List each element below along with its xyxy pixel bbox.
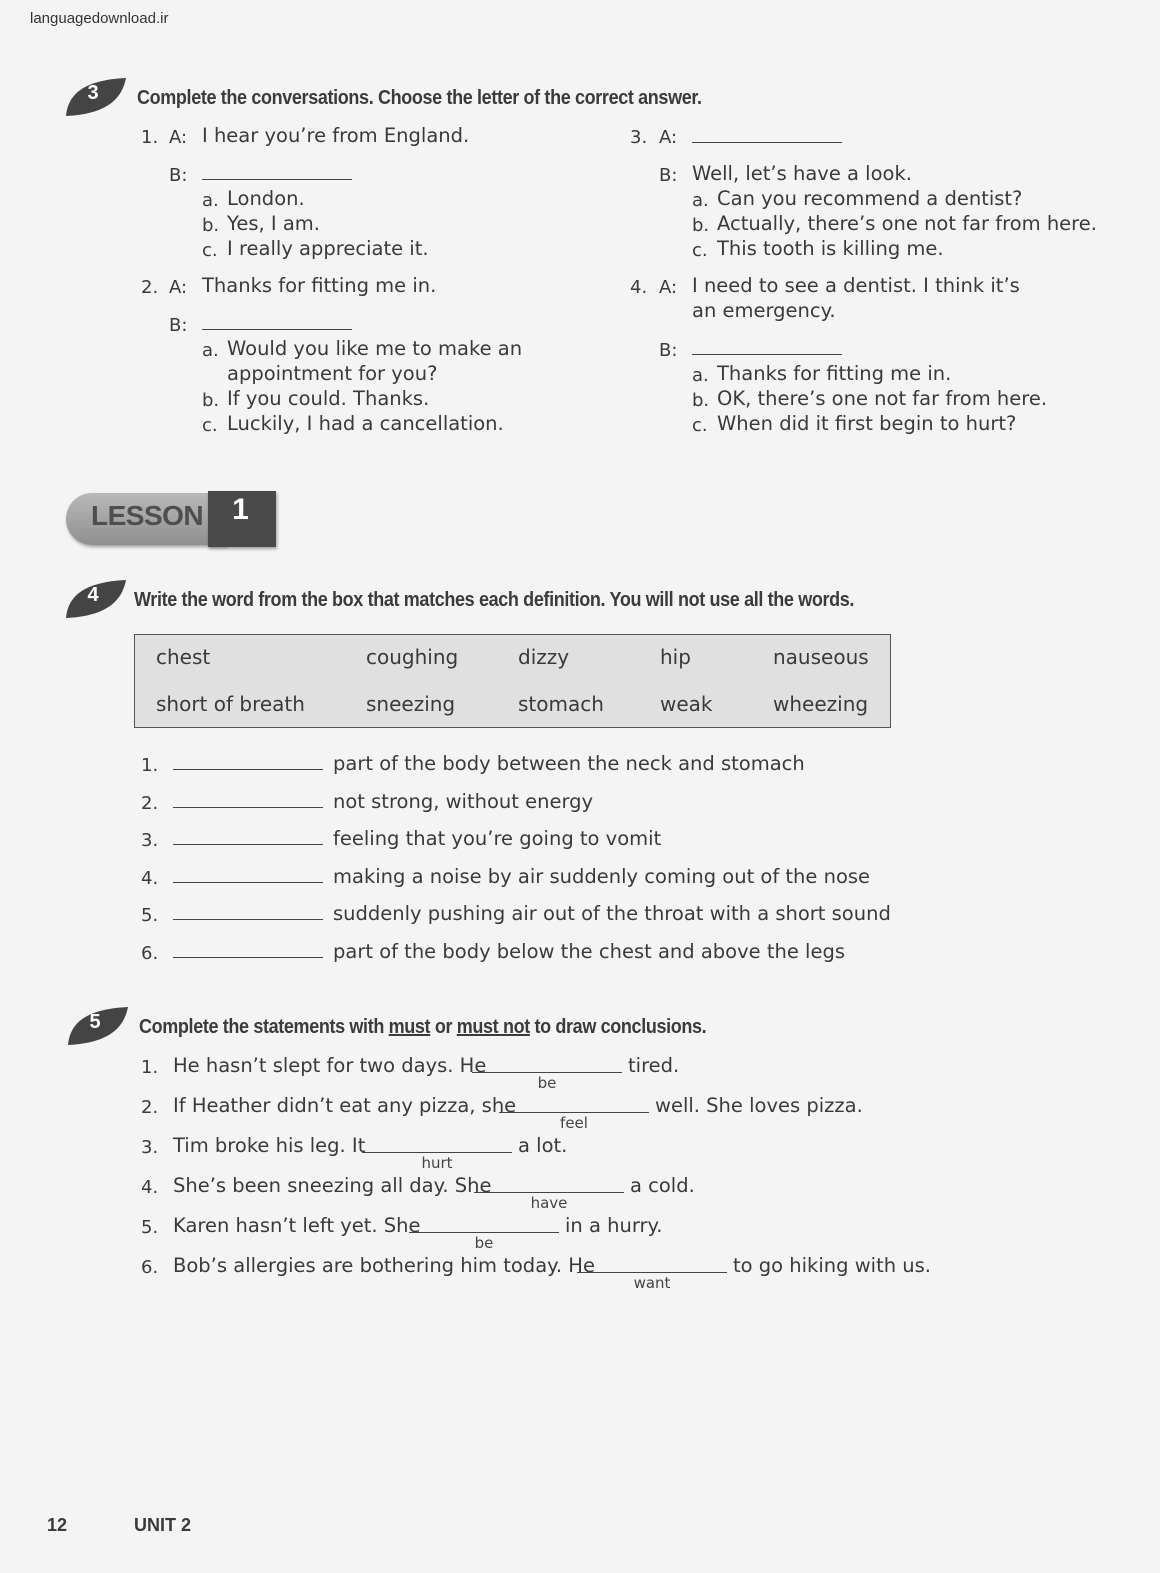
statement-text-after: tired. <box>628 1054 680 1077</box>
option-letter: c. <box>692 415 708 436</box>
item-number: 1. <box>141 755 159 776</box>
keyword-must: must <box>388 1016 431 1038</box>
option-text: Yes, I am. <box>227 212 320 235</box>
instruction-text: or <box>430 1016 457 1038</box>
item-number: 4. <box>141 868 159 889</box>
verb-hint: hurt <box>421 1154 453 1172</box>
answer-blank[interactable] <box>173 902 323 920</box>
option-letter: b. <box>202 215 220 236</box>
answer-blank[interactable] <box>173 865 323 883</box>
definition-text: not strong, without energy <box>333 790 594 813</box>
answer-blank[interactable] <box>692 125 842 143</box>
option-letter: a. <box>692 190 709 211</box>
word-box-item: sneezing <box>366 692 456 716</box>
item-number: 3. <box>630 127 648 148</box>
item-number: 5. <box>141 905 159 926</box>
statement-text: If Heather didn’t eat any pizza, she <box>173 1094 517 1117</box>
statement-text-after: a lot. <box>518 1134 568 1157</box>
option-letter: a. <box>202 340 219 361</box>
unit-label: UNIT 2 <box>134 1515 192 1535</box>
option-letter: a. <box>692 365 709 386</box>
option-text: If you could. Thanks. <box>227 387 430 410</box>
speaker-a-line: Thanks for fitting me in. <box>202 274 437 297</box>
keyword-must-not: must not <box>456 1016 530 1038</box>
lesson-label: LESSON <box>91 500 204 531</box>
item-number: 5. <box>141 1217 159 1238</box>
statement-text: Bob’s allergies are bothering him today. He <box>173 1254 595 1277</box>
definition-text: suddenly pushing air out of the throat with a short sound <box>333 902 891 925</box>
section-4-instruction: Write the word from the box that matches each definition. You will not use all the words. <box>134 589 855 611</box>
word-box-item: short of breath <box>156 692 305 716</box>
option-text: Thanks for fitting me in. <box>717 362 952 385</box>
verb-hint: be <box>474 1234 494 1252</box>
item-number: 3. <box>141 1137 159 1158</box>
section-3-badge <box>62 76 124 116</box>
definition-text: making a noise by air suddenly coming out of the nose <box>333 865 871 888</box>
word-box-item: weak <box>660 692 713 716</box>
section-3-instruction: Complete the conversations. Choose the letter of the correct answer. <box>137 87 702 109</box>
option-letter: b. <box>202 390 220 411</box>
option-text: London. <box>227 187 305 210</box>
section-5-badge <box>64 1005 126 1045</box>
word-box-item: nauseous <box>773 645 869 669</box>
speaker-a-label: A: <box>659 277 678 298</box>
section-number: 5 <box>89 1011 101 1033</box>
word-box-item: wheezing <box>773 692 869 716</box>
option-letter: b. <box>692 215 710 236</box>
statement-text: Tim broke his leg. It <box>173 1134 366 1157</box>
option-text: Would you like me to make an <box>227 337 523 360</box>
option-text: Luckily, I had a cancellation. <box>227 412 504 435</box>
speaker-b-line: Well, let’s have a look. <box>692 162 912 185</box>
speaker-b-label: B: <box>659 165 678 186</box>
statement-text: He hasn’t slept for two days. He <box>173 1054 487 1077</box>
option-letter: a. <box>202 190 219 211</box>
answer-blank[interactable] <box>173 790 323 808</box>
statement-text: She’s been sneezing all day. She <box>173 1174 492 1197</box>
statement-text-after: well. She loves pizza. <box>655 1094 863 1117</box>
verb-hint: be <box>537 1074 557 1092</box>
option-text: OK, there’s one not far from here. <box>717 387 1048 410</box>
option-text: When did it first begin to hurt? <box>717 412 1017 435</box>
item-number: 2. <box>141 1097 159 1118</box>
option-letter: b. <box>692 390 710 411</box>
answer-blank[interactable] <box>362 1135 512 1153</box>
answer-blank[interactable] <box>202 312 352 330</box>
option-letter: c. <box>202 240 218 261</box>
option-text: I really appreciate it. <box>227 237 429 260</box>
word-box-item: stomach <box>518 692 604 716</box>
page-number: 12 <box>47 1515 68 1535</box>
word-box-item: chest <box>156 645 211 669</box>
statement-text-after: a cold. <box>630 1174 695 1197</box>
answer-blank[interactable] <box>173 940 323 958</box>
speaker-a-line: I hear you’re from England. <box>202 124 470 147</box>
statement-text-after: in a hurry. <box>565 1214 663 1237</box>
answer-blank[interactable] <box>409 1215 559 1233</box>
lesson-number: 1 <box>232 493 249 526</box>
verb-hint: feel <box>560 1114 588 1132</box>
item-number: 1. <box>141 127 159 148</box>
answer-blank[interactable] <box>472 1055 622 1073</box>
word-box-item: coughing <box>366 645 459 669</box>
speaker-b-label: B: <box>659 340 678 361</box>
definition-text: part of the body between the neck and stomach <box>333 752 805 775</box>
option-text: Can you recommend a dentist? <box>717 187 1023 210</box>
option-text: Actually, there’s one not far from here. <box>717 212 1097 235</box>
section-4-badge <box>62 578 124 618</box>
answer-blank[interactable] <box>173 752 323 770</box>
instruction-text: Complete the statements with <box>139 1016 389 1038</box>
speaker-a-label: A: <box>169 127 188 148</box>
answer-blank[interactable] <box>474 1175 624 1193</box>
item-number: 1. <box>141 1057 159 1078</box>
option-text-continued: appointment for you? <box>227 362 438 385</box>
answer-blank[interactable] <box>202 162 352 180</box>
answer-blank[interactable] <box>173 827 323 845</box>
definition-text: feeling that you’re going to vomit <box>333 827 662 850</box>
item-number: 6. <box>141 1257 159 1278</box>
item-number: 4. <box>141 1177 159 1198</box>
section-number: 3 <box>87 82 99 104</box>
answer-blank[interactable] <box>577 1255 727 1273</box>
item-number: 2. <box>141 793 159 814</box>
verb-hint: have <box>530 1194 568 1212</box>
instruction-text: to draw conclusions. <box>529 1016 707 1038</box>
speaker-a-label: A: <box>169 277 188 298</box>
answer-blank[interactable] <box>692 337 842 355</box>
section-number: 4 <box>87 584 99 606</box>
definition-text: part of the body below the chest and above the legs <box>333 940 845 963</box>
statement-text: Karen hasn’t left yet. She <box>173 1214 421 1237</box>
speaker-b-label: B: <box>169 165 188 186</box>
item-number: 2. <box>141 277 159 298</box>
verb-hint: want <box>633 1274 671 1292</box>
speaker-a-label: A: <box>659 127 678 148</box>
speaker-a-line: I need to see a dentist. I think it’s <box>692 274 1020 297</box>
statement-text-after: to go hiking with us. <box>733 1254 931 1277</box>
option-text: This tooth is killing me. <box>717 237 944 260</box>
word-box-item: dizzy <box>518 645 570 669</box>
option-letter: c. <box>202 415 218 436</box>
item-number: 6. <box>141 943 159 964</box>
option-letter: c. <box>692 240 708 261</box>
word-box-item: hip <box>660 645 691 669</box>
item-number: 3. <box>141 830 159 851</box>
answer-blank[interactable] <box>499 1095 649 1113</box>
watermark: languagedownload.ir <box>30 10 169 27</box>
speaker-a-line-continued: an emergency. <box>692 299 836 322</box>
section-5-instruction <box>139 1016 706 1039</box>
item-number: 4. <box>630 277 648 298</box>
speaker-b-label: B: <box>169 315 188 336</box>
